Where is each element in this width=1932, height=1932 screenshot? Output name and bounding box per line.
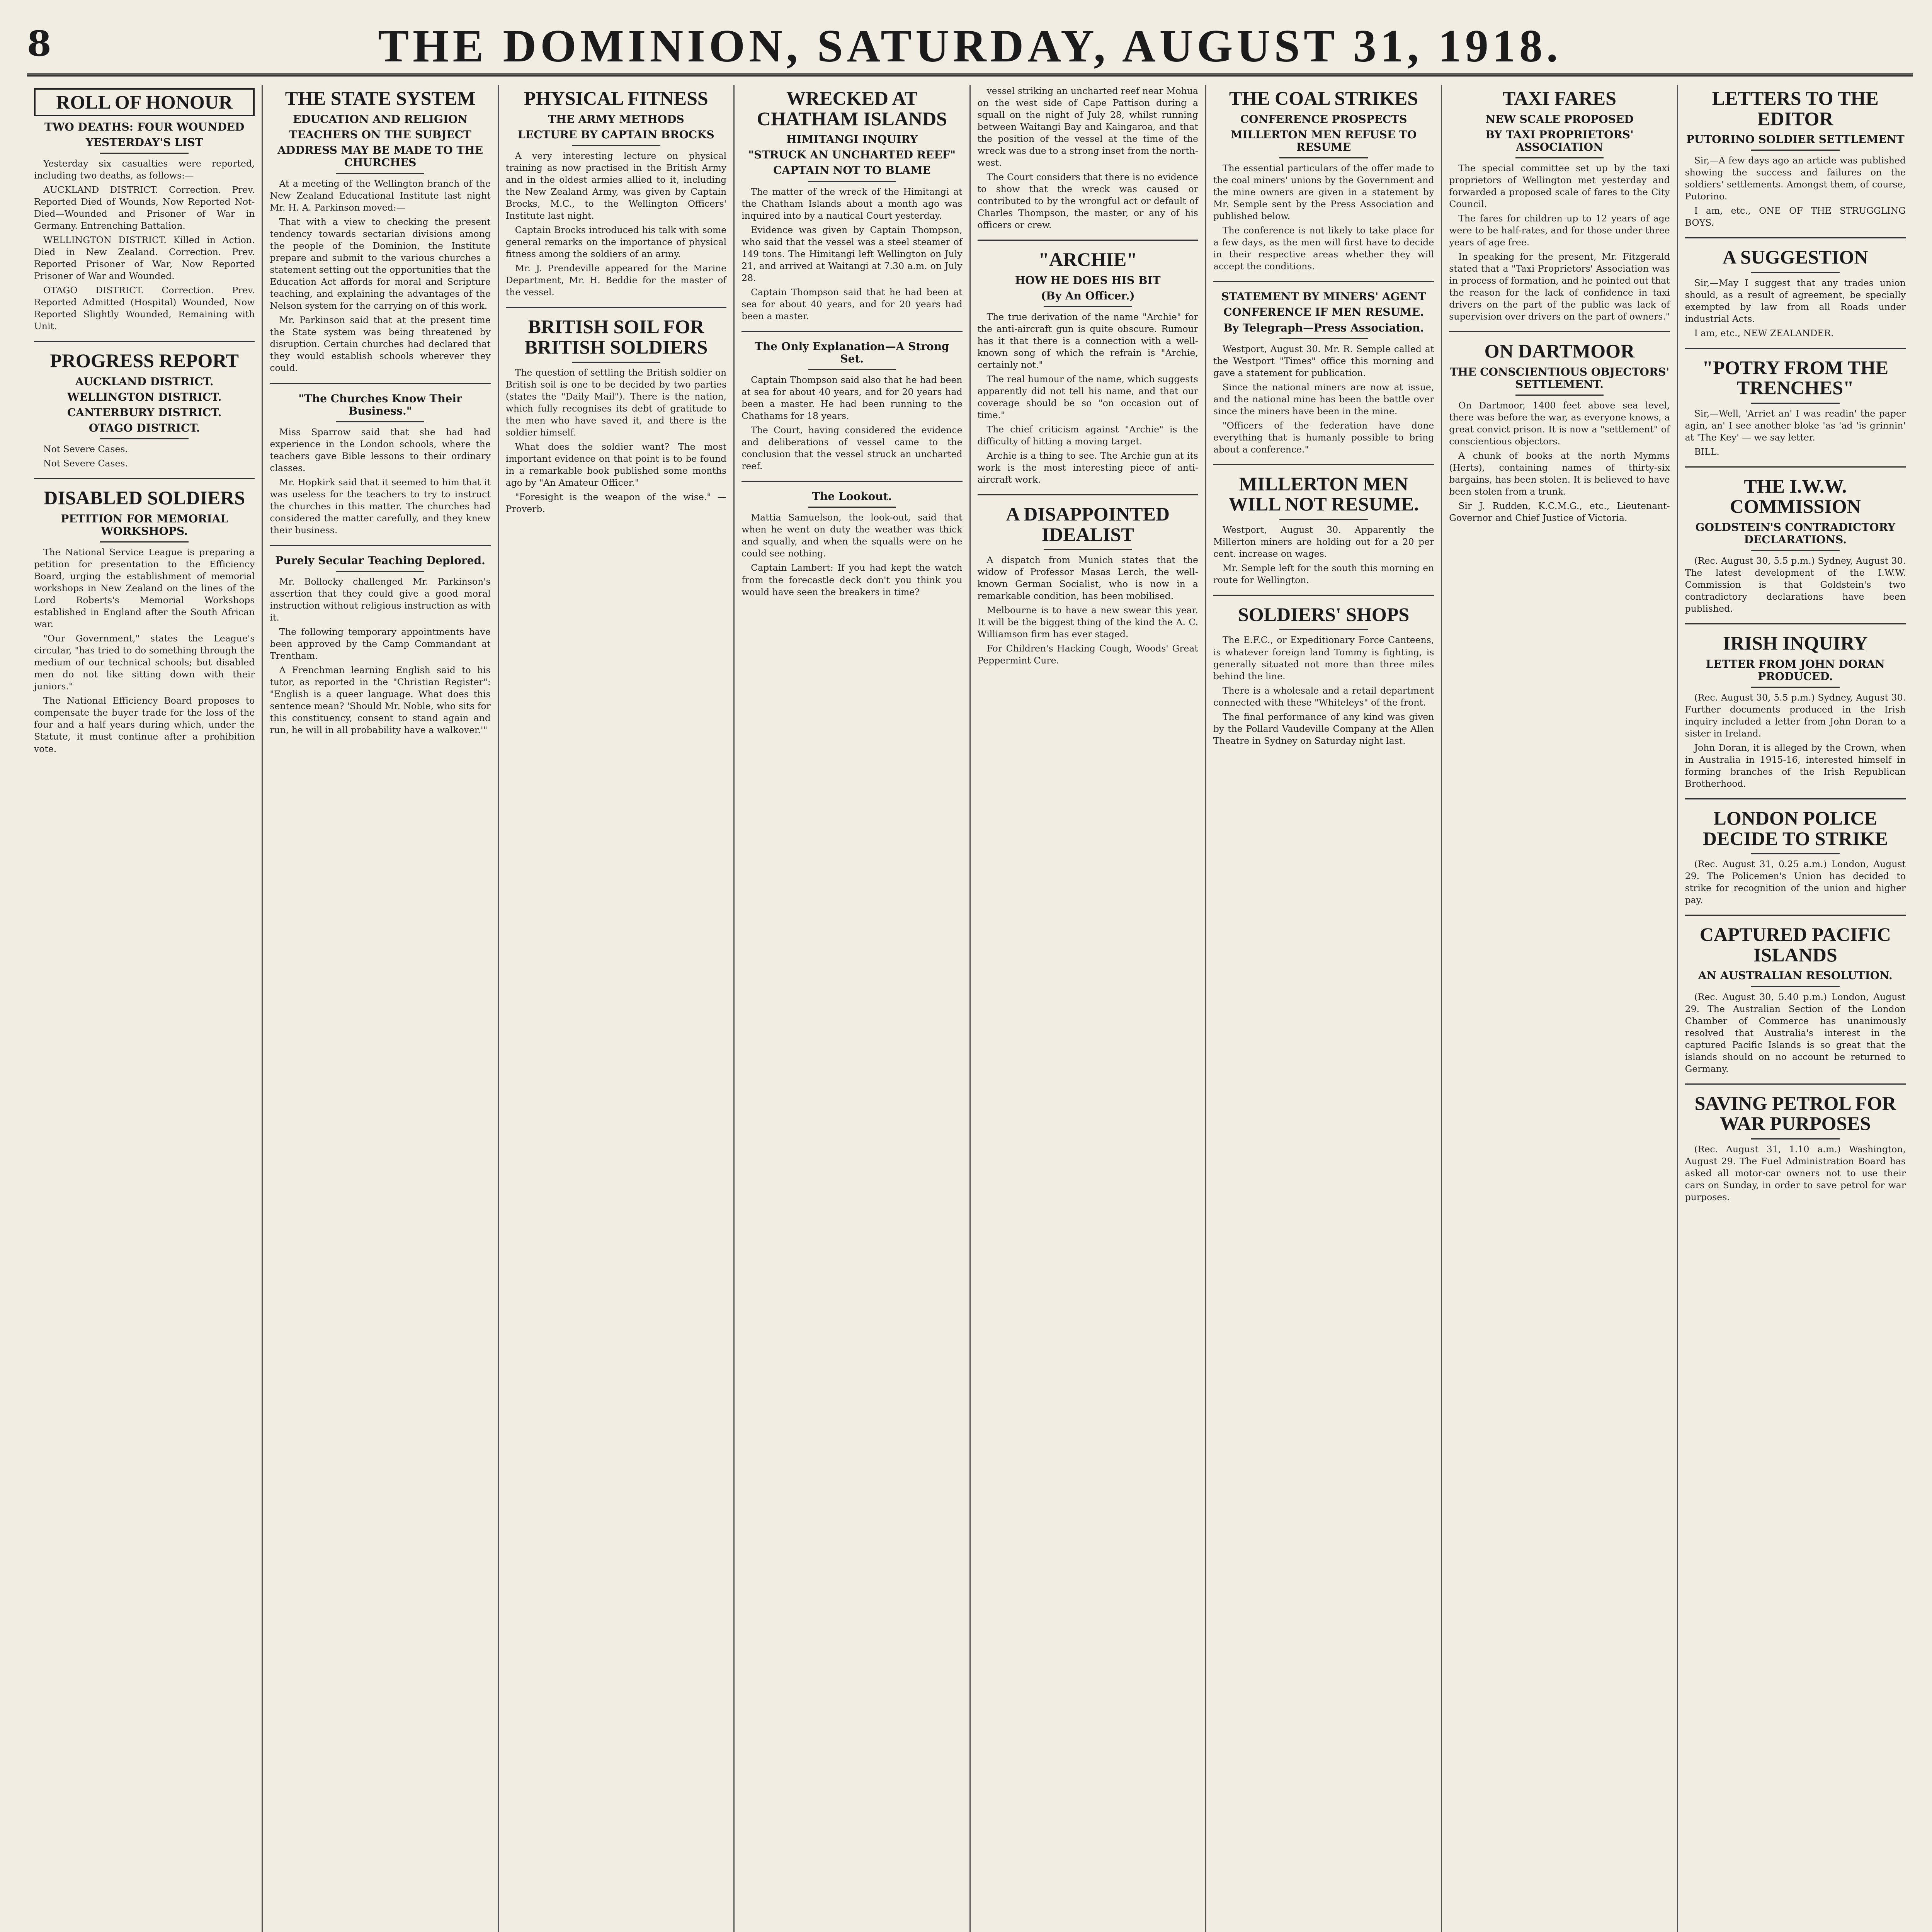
- article-subheading: ADDRESS MAY BE MADE TO THE CHURCHES: [277, 143, 483, 169]
- article-paragraph: The real humour of the name, which suggests apparently did not tell his name, and that our coverage should be so "on occasion out of time.": [977, 374, 1198, 421]
- article-subheading: The Lookout.: [812, 490, 892, 503]
- article: [34, 478, 255, 755]
- article-paragraph: A chunk of books at the north Mymms (Herts), containing names of thirty-six bargains, has been stolen. It is believed to have been stolen from a trunk.: [1449, 450, 1670, 497]
- column: [498, 85, 733, 1932]
- article-paragraph: Miss Sparrow said that she had had experience in the London schools, where the teachers gave Bible lessons to their ordinary classes.: [270, 426, 491, 473]
- article-subheading: EDUCATION AND RELIGION: [293, 112, 468, 126]
- article: [1685, 348, 1906, 458]
- article-subheading: MILLERTON MEN REFUSE TO RESUME: [1230, 128, 1417, 153]
- article-subheading: HOW HE DOES HIS BIT: [1015, 274, 1161, 287]
- article-subheading: THE CONSCIENTIOUS OBJECTORS' SETTLEMENT.: [1449, 365, 1669, 391]
- article-paragraph: Captain Thompson said that he had been at sea for about 40 years, and for 20 years had been a master.: [742, 286, 963, 321]
- article-paragraph: The matter of the wreck of the Himitangi at the Chatham Islands about a month ago was inquired into by a nautical Court yesterday.: [742, 186, 963, 221]
- article: [34, 88, 255, 332]
- article-paragraph: Mr. Semple left for the south this morning en route for Wellington.: [1213, 562, 1434, 585]
- article-paragraph: vessel striking an uncharted reef near Mohua on the west side of Cape Pattison during a squall on the night of July 28, whilst running between Waitangi Bay and Kaingaroa, and that the position of the vessel at the time of the wreck was due to a strong inset from the north-west.: [977, 85, 1198, 168]
- article-subheading: BY TAXI PROPRIETORS' ASSOCIATION: [1485, 128, 1634, 153]
- article-paragraph: Captain Thompson said also that he had been at sea for about 40 years, and for 20 years had been a master. He had been running to the Chathams for 18 years.: [742, 374, 963, 422]
- article-paragraph: Since the national miners are now at issue, and the national mine has been the battle over since the miners have been in the mine.: [1213, 381, 1434, 417]
- divider-rule: [1751, 1138, 1840, 1139]
- article-paragraph: A Frenchman learning English said to his tutor, as reported in the "Christian Register": "English is a queer language. What does this sentence mean? 'Should Mr. Noble, who sits for this constituency, consent to stand again and run, he will in all probability have a walkover.'": [270, 665, 491, 736]
- article-headline: SOLDIERS' SHOPS: [1238, 603, 1410, 625]
- divider-rule: [336, 421, 425, 422]
- article-paragraph: I am, etc., NEW ZEALANDER.: [1694, 327, 1834, 338]
- article-paragraph: "Our Government," states the League's circular, "has tried to do something through the medium of our technical schools; but disabled men do not like sitting down with their juniors.": [34, 633, 255, 692]
- article-subheading: LETTER FROM JOHN DORAN PRODUCED.: [1706, 657, 1885, 683]
- article: [1685, 466, 1906, 615]
- article-headline: PROGRESS REPORT: [50, 350, 239, 372]
- divider-rule: [808, 507, 896, 508]
- divider-rule: [1751, 986, 1840, 987]
- column: [262, 85, 497, 1932]
- page-number: 8: [27, 23, 51, 64]
- divider-rule: [1515, 157, 1604, 158]
- article-paragraph: Captain Brocks introduced his talk with some general remarks on the importance of physical fitness among the soldiers of an army.: [505, 224, 727, 259]
- article-headline: "POTRY FROM THE TRENCHES": [1702, 356, 1889, 399]
- article-subheading: "STRUCK AN UNCHARTED REEF": [748, 148, 956, 162]
- article-paragraph: In speaking for the present, Mr. Fitzgerald stated that a "Taxi Proprietors' Association was in process of formation, and he pointed out that the reason for the lack of confidence in taxi drivers on the part of the public was lack of supervision over drivers on the part of owners.": [1449, 251, 1670, 322]
- article-headline: SAVING PETROL FOR WAR PURPOSES: [1694, 1092, 1896, 1134]
- divider-rule: [100, 153, 189, 154]
- article: [1449, 88, 1670, 323]
- article-headline: THE COAL STRIKES: [1229, 87, 1418, 109]
- divider-rule: [1279, 629, 1368, 630]
- article-paragraph: At a meeting of the Wellington branch of the New Zealand Educational Institute last night Mr. H. A. Parkinson moved:—: [270, 178, 491, 213]
- article-subheading: TEACHERS ON THE SUBJECT: [289, 128, 471, 141]
- article-paragraph: A dispatch from Munich states that the widow of Professor Masas Lerch, the well-known German Socialist, who is now in a remarkable condition, has been mobilised.: [977, 554, 1198, 602]
- divider-rule: [1751, 272, 1840, 273]
- article-subheading: THE ARMY METHODS: [548, 112, 684, 126]
- article-paragraph: I am, etc., ONE OF THE STRUGGLING BOYS.: [1685, 205, 1906, 228]
- article-paragraph: What does the soldier want? The most important evidence on that point is to be found in a remarkable book published some months ago by "An Amateur Officer.": [505, 441, 727, 488]
- column: [969, 85, 1205, 1932]
- article-paragraph: The true derivation of the name "Archie" for the anti-aircraft gun is quite obscure. Rumour has it that there is a connection with a well-known song of which the refrain is "Archie, certainly not.": [977, 311, 1198, 371]
- article-headline: THE I.W.W. COMMISSION: [1730, 475, 1861, 517]
- article: [1685, 88, 1906, 229]
- article-subheading: "The Churches Know Their Business.": [298, 392, 462, 417]
- article-paragraph: (Rec. August 30, 5.5 p.m.) Sydney, August 30. The latest development of the I.W.W. Commission is that Goldstein's two contradictory declarations have been published.: [1685, 555, 1906, 614]
- article-subheading: AUCKLAND DISTRICT.: [75, 375, 214, 388]
- article-subheading: HIMITANGI INQUIRY: [786, 133, 918, 146]
- article-paragraph: Mr. Parkinson said that at the present time the State system was being threatened by disruption. Certain churches had declared that they would establish schools wherever they could.: [270, 315, 491, 374]
- article-paragraph: The special committee set up by the taxi proprietors of Wellington met yesterday and forwarded a proposed scale of fares to the City Council.: [1449, 163, 1670, 210]
- article-subheading: TWO DEATHS: FOUR WOUNDED: [44, 120, 245, 133]
- article-paragraph: John Doran, it is alleged by the Crown, when in Australia in 1915-16, interested himself in forming branches of the Irish Republican Brotherhood.: [1685, 742, 1906, 789]
- article-headline: ROLL OF HONOUR: [34, 88, 255, 116]
- article-paragraph: Westport, August 30. Mr. R. Semple called at the Westport "Times" office this morning and gave a statement for publication.: [1213, 343, 1434, 378]
- column: [27, 85, 262, 1932]
- article-paragraph: Yesterday six casualties were reported, including two deaths, as follows:—: [34, 158, 255, 181]
- article-paragraph: On Dartmoor, 1400 feet above sea level, there was before the war, as everyone knows, a great convict prison. It is now a "settlement" of conscientious objectors.: [1449, 400, 1670, 447]
- article-subheading: GOLDSTEIN'S CONTRADICTORY DECLARATIONS.: [1695, 520, 1895, 546]
- article: [270, 545, 490, 736]
- article: [1685, 915, 1906, 1075]
- article-paragraph: Sir,—A few days ago an article was published showing the success and failures on the soldiers' settlements. Amongst them, of course, Putorino.: [1685, 155, 1906, 202]
- article-paragraph: Sir,—Well, 'Arriet an' I was readin' the paper agin, an' I see another bloke 'as 'ad 'is grinnin' at 'The Key' — we say letter.: [1685, 408, 1906, 443]
- article-paragraph: The National Service League is preparing a petition for presentation to the Efficiency Board, urging the establishment of memorial workshops in New Zealand on the lines of the Lord Roberts's Memorial Workshops established in England after the South African war.: [34, 547, 255, 630]
- article: [978, 85, 1198, 231]
- article-subheading: OTAGO DISTRICT.: [88, 422, 200, 435]
- article-paragraph: The National Efficiency Board proposes to compensate the buyer trade for the loss of the four and a half years during which, under the Statute, it must continue after a prohibition vote.: [34, 695, 255, 754]
- article-paragraph: (Rec. August 31, 1.10 a.m.) Washington, August 29. The Fuel Administration Board has asked all motor-car owners not to use their cars on Sunday, in order to save petrol for war purposes.: [1685, 1143, 1906, 1202]
- article-subheading: CONFERENCE IF MEN RESUME.: [1223, 306, 1424, 319]
- article-paragraph: Mr. Bollocky challenged Mr. Parkinson's assertion that they could give a good moral instruction without religious instruction as with it.: [270, 576, 491, 623]
- article: [34, 341, 255, 469]
- article-paragraph: The following temporary appointments have been approved by the Camp Commandant at Trentham.: [270, 626, 491, 662]
- divider-rule: [100, 438, 189, 439]
- divider-rule: [572, 362, 660, 363]
- article: [506, 307, 726, 515]
- divider-rule: [1751, 550, 1840, 551]
- article: [742, 331, 962, 473]
- article: [742, 481, 962, 598]
- article-headline: BRITISH SOIL FOR BRITISH SOLDIERS: [524, 316, 708, 358]
- column: [1205, 85, 1441, 1932]
- article-paragraph: There is a wholesale and a retail department connected with these "Whiteleys" of the front.: [1213, 685, 1434, 708]
- article-subheading: LECTURE BY CAPTAIN BROCKS: [518, 128, 714, 141]
- article-paragraph: Melbourne is to have a new swear this year. It will be the biggest thing of the kind the A. C. Williamson firm has ever staged.: [977, 605, 1198, 640]
- article: [1449, 331, 1670, 524]
- article-subheading: PUTORINO SOLDIER SETTLEMENT: [1686, 133, 1905, 146]
- divider-rule: [808, 181, 896, 182]
- article-paragraph: The essential particulars of the offer made to the coal miners' unions by the Government and the mine owners are given in a statement by Mr. Semple sent by the Press Association and published below.: [1213, 163, 1434, 222]
- article-paragraph: OTAGO DISTRICT. Correction. Prev. Reported Admitted (Hospital) Wounded, Now Reported Slightly Wounded, Remaining with Unit.: [34, 285, 255, 332]
- divider-rule: [336, 173, 425, 174]
- newspaper-title: THE DOMINION, SATURDAY, AUGUST 31, 1918.: [378, 20, 1562, 71]
- article-headline: CAPTURED PACIFIC ISLANDS: [1699, 923, 1891, 966]
- article-subheading: CANTERBURY DISTRICT.: [67, 406, 222, 419]
- article: [742, 88, 962, 322]
- article-subheading: Purely Secular Teaching Deplored.: [275, 554, 485, 567]
- article-paragraph: BILL.: [1694, 446, 1719, 457]
- article-headline: PHYSICAL FITNESS: [524, 87, 708, 109]
- article-paragraph: (Rec. August 30, 5.40 p.m.) London, August 29. The Australian Section of the London Chamber of Commerce has unanimously resolved that Australia's interest in the captured Pacific Islands is so great that the islands should on no account be returned to Germany.: [1685, 991, 1906, 1074]
- article-subheading: The Only Explanation—A Strong Set.: [754, 340, 949, 365]
- article-headline: TAXI FARES: [1502, 87, 1616, 109]
- divider-rule: [1279, 157, 1368, 158]
- columns-container: [27, 85, 1913, 1932]
- article: [1213, 464, 1434, 586]
- article: [1685, 1083, 1906, 1203]
- article-paragraph: The question of settling the British soldier on British soil is one to be decided by two parties (states the "Daily Mail"). There is the nation, which fully recognises its debt of gratitude to the men who have saved it, and there is the soldier himself.: [505, 367, 727, 438]
- article-headline: "ARCHIE": [1038, 248, 1137, 270]
- article-paragraph: The Court considers that there is no evidence to show that the wreck was caused or contributed to by the wrongful act or default of Charles Thompson, the master, or any of his officers or crew.: [977, 172, 1198, 231]
- article-paragraph: (Rec. August 31, 0.25 a.m.) London, August 29. The Policemen's Union has decided to strike for recognition of the union and higher pay.: [1685, 859, 1906, 906]
- article-subheading: STATEMENT BY MINERS' AGENT: [1221, 290, 1426, 303]
- article-headline: A DISAPPOINTED IDEALIST: [1006, 503, 1170, 545]
- column: [1441, 85, 1677, 1932]
- divider-rule: [1751, 853, 1840, 854]
- article-headline: A SUGGESTION: [1723, 246, 1868, 268]
- article-paragraph: Not Severe Cases.: [43, 458, 128, 469]
- article-subheading: By Telegraph—Press Association.: [1223, 321, 1424, 334]
- article-headline: DISABLED SOLDIERS: [44, 487, 245, 509]
- divider-rule: [1279, 519, 1368, 520]
- article-paragraph: (Rec. August 30, 5.5 p.m.) Sydney, August 30. Further documents produced in the Irish inquiry included a letter from John Doran to a sister in Ireland.: [1685, 692, 1906, 739]
- article-paragraph: Mattia Samuelson, the look-out, said that when he went on duty the weather was thick and squally, and when the squalls were on he could see nothing.: [742, 512, 963, 559]
- article: [1213, 595, 1434, 747]
- article: [270, 88, 490, 374]
- masthead: [27, 15, 1913, 77]
- article-paragraph: The fares for children up to 12 years of age were to be half-rates, and for those under three years of age free.: [1449, 213, 1670, 248]
- article: [270, 383, 490, 537]
- article-subheading: NEW SCALE PROPOSED: [1485, 112, 1634, 126]
- divider-rule: [572, 145, 660, 146]
- article-paragraph: That with a view to checking the present tendency towards sectarian divisions among the people of the Dominion, the Institute prepare and submit to the various churches a statement setting out the opportunities that the Education Act affords for moral and Scripture teaching, and explaining the advantages of the Nelson system for the carrying on of this work.: [270, 216, 491, 311]
- article-headline: LONDON POLICE DECIDE TO STRIKE: [1702, 807, 1888, 849]
- article-paragraph: The final performance of any kind was given by the Pollard Vaudeville Company at the Allen Theatre in Sydney on Saturday night last.: [1213, 711, 1434, 746]
- article: [1685, 798, 1906, 906]
- article-subheading: CAPTAIN NOT TO BLAME: [773, 164, 931, 177]
- article-paragraph: AUCKLAND DISTRICT. Correction. Prev. Reported Died of Wounds, Now Reported Not-Died—Wounded and Prisoner of War in Germany. Entrenching Battalion.: [34, 184, 255, 231]
- column: [1677, 85, 1913, 1932]
- article-paragraph: Mr. J. Prendeville appeared for the Marine Department, Mr. H. Beddie for the master of the vessel.: [505, 263, 727, 298]
- article-subheading: PETITION FOR MEMORIAL WORKSHOPS.: [61, 512, 228, 538]
- article-paragraph: "Foresight is the weapon of the wise." —Proverb.: [505, 492, 727, 515]
- article-subheading: WELLINGTON DISTRICT.: [67, 390, 222, 403]
- article-headline: THE STATE SYSTEM: [285, 87, 476, 109]
- divider-rule: [1044, 549, 1132, 550]
- divider-rule: [336, 571, 425, 572]
- divider-rule: [1751, 687, 1840, 688]
- article: [978, 240, 1198, 486]
- divider-rule: [100, 541, 189, 543]
- article-paragraph: Westport, August 30. Apparently the Millerton miners are holding out for a 20 per cent. increase on wages.: [1213, 524, 1434, 559]
- article-paragraph: WELLINGTON DISTRICT. Killed in Action. Died in New Zealand. Correction. Prev. Reported Prisoner of War, Now Reported Prisoner of War and Wounded.: [34, 234, 255, 282]
- article-paragraph: Not Severe Cases.: [43, 444, 128, 455]
- article: [1213, 88, 1434, 272]
- article-paragraph: The chief criticism against "Archie" is the difficulty of hitting a moving target.: [977, 424, 1198, 447]
- article-paragraph: Evidence was given by Captain Thompson, who said that the vessel was a steel steamer of 149 tons. The Himitangi left Wellington on July 21, and arrived at Waitangi at 7.30 a.m. on July 28.: [742, 224, 963, 283]
- article-paragraph: The Court, having considered the evidence and deliberations of vessel came to the conclusion that the vessel struck an uncharted reef.: [742, 425, 963, 472]
- article-subheading: CONFERENCE PROSPECTS: [1240, 112, 1407, 126]
- article-paragraph: A very interesting lecture on physical training as now practised in the British Army and in the oldest armies allied to it, including the New Zealand Army, was given by Captain Brocks, M.C., to the Wellington Officers' Institute last night.: [505, 150, 727, 221]
- article: [1685, 623, 1906, 790]
- article-headline: LETTERS TO THE EDITOR: [1712, 87, 1879, 129]
- article-paragraph: Sir,—May I suggest that any trades union should, as a result of agreement, be specially exempted by law from all Roads under industrial Acts.: [1685, 277, 1906, 324]
- article-headline: ON DARTMOOR: [1484, 340, 1635, 362]
- column: [733, 85, 969, 1932]
- article-paragraph: The conference is not likely to take place for a few days, as the men will first have to decide in their respective areas whether they will accept the conditions.: [1213, 225, 1434, 272]
- article-paragraph: The E.F.C., or Expeditionary Force Canteens, is whatever foreign land Tommy is fighting, is generally situated not more than three miles behind the line.: [1213, 634, 1434, 682]
- article: [506, 88, 726, 298]
- divider-rule: [1279, 338, 1368, 339]
- article-paragraph: For Children's Hacking Cough, Woods' Great Peppermint Cure.: [977, 643, 1198, 666]
- article-headline: IRISH INQUIRY: [1723, 632, 1868, 654]
- article-paragraph: Mr. Hopkirk said that it seemed to him that it was useless for the teachers to try to instruct the churches in this matter. The churches had considered the matter carefully, and they knew their business.: [270, 476, 491, 536]
- divider-rule: [1044, 306, 1132, 307]
- article: [1213, 281, 1434, 456]
- article: [978, 494, 1198, 667]
- article-paragraph: "Officers of the federation have done everything that is humanly possible to bring about a conference.": [1213, 420, 1434, 455]
- divider-rule: [1751, 150, 1840, 151]
- article-paragraph: Archie is a thing to see. The Archie gun at its work is the most interesting piece of anti-aircraft work.: [977, 450, 1198, 485]
- article-headline: MILLERTON MEN WILL NOT RESUME.: [1228, 473, 1419, 515]
- article: [1685, 237, 1906, 339]
- article-paragraph: Sir J. Rudden, K.C.M.G., etc., Lieutenant-Governor and Chief Justice of Victoria.: [1449, 500, 1670, 524]
- article-subheading: (By An Officer.): [1041, 289, 1135, 302]
- divider-rule: [1751, 403, 1840, 404]
- article-subheading: YESTERDAY'S LIST: [85, 136, 203, 149]
- article-paragraph: Captain Lambert: If you had kept the watch from the forecastle deck don't you think you would have seen the breakers in time?: [742, 562, 963, 597]
- article-headline: WRECKED AT CHATHAM ISLANDS: [757, 87, 947, 129]
- article-subheading: AN AUSTRALIAN RESOLUTION.: [1698, 969, 1893, 982]
- divider-rule: [808, 369, 896, 370]
- divider-rule: [1515, 395, 1604, 396]
